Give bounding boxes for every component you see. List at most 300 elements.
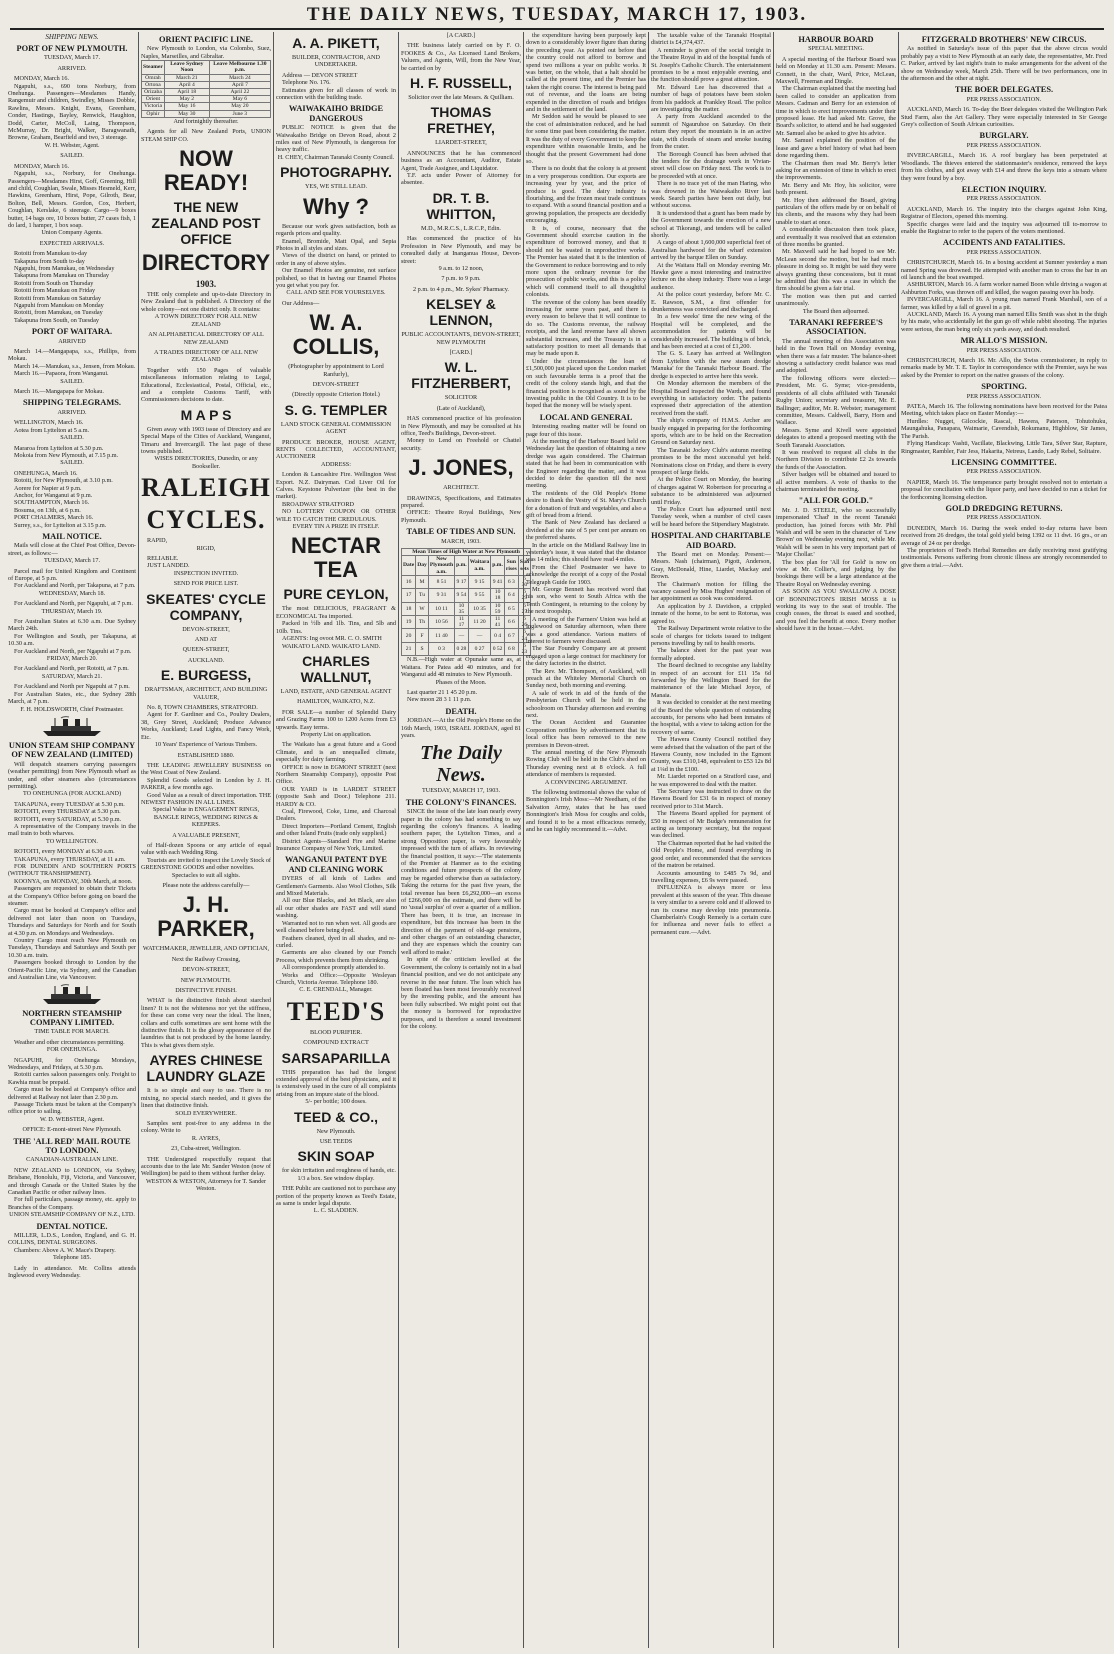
centered-line: Telephone 185. <box>52 1254 92 1262</box>
centered-line: DISTINCTIVE FINISH. <box>175 987 237 995</box>
column-4 <box>401 32 530 1648</box>
paragraph: Silver badges will be obtained and issued to all active members. A vote of thanks to the chairman terminated the meeting. <box>776 471 896 493</box>
table-cell: — <box>468 629 491 642</box>
paragraph: Bosuma, on 13th, at 6 p.m. <box>14 506 81 514</box>
paragraph: March 16.—Mangapapa for Mokau. <box>14 388 104 396</box>
table-cell: April 7 <box>209 81 270 88</box>
paragraph: Works and Office:—Opposite Wesleyan Church, Victoria Avenue. Telephone 180. <box>276 971 396 986</box>
large-display-heading: NECTAR TEA <box>290 533 382 583</box>
paragraph: London & Lancashire Fire. Wellington West Export. N.Z. Dairyman. Cod Liver Oil for Calves. Keystone Pulverizer (the best in the market). <box>276 471 396 501</box>
table-cell: 8 51 <box>428 575 454 588</box>
paragraph: MONDAY, March 16. <box>14 75 69 83</box>
paragraph: AUCKLAND, March 16. To-day the Boer delegates visited the Wellington Park Stud Farm, also the Art Gallery. They were especially interested in Sir George Grey's collection of South African curiosities. <box>901 106 1107 129</box>
table-cell: 0 4 <box>491 629 505 642</box>
paragraph: RAPID, <box>147 537 168 545</box>
table-cell: 6 6 <box>504 616 518 629</box>
table-cell: May 30 <box>164 110 209 117</box>
column-1 <box>8 32 136 1648</box>
paragraph: Direct Importers—Portland Cement, English and other Island Fruits (trade only supplied.) <box>276 822 396 838</box>
heading: 1903. <box>195 279 217 290</box>
table-cell: 9 55 <box>468 589 491 602</box>
paragraph: A reminder is given of the social tonight in the Theatre Royal in aid of the hospital funds of St. Joseph's Catholic Church. The entertainment promises to be a most enjoyable evening, and the function should prove a great attraction. <box>651 46 771 84</box>
section-heading: "ALL FOR GOLD." <box>798 496 874 506</box>
paragraph: Agent for F. Gardiner and Co., Poultry Dealers, 38, Grey Street, Auckland; Produce Advance Works, Auckland; Lead Lights, and Fancy Work, Etc. <box>141 711 271 741</box>
centered-line: Phases of the Moon. <box>435 678 487 686</box>
paragraph: Mr. J. D. STEELE, who so successfully impersonated 'Chad' in the recent Taranaki production, has joined forces with Mr. Phil Walsh and will be seen in the character of 'Lew Brown' on Wednesday evening next, while Mr. Walsh will be seen in his very important part of 'Major Chollar.' <box>776 506 896 559</box>
paragraph: Because our work gives satisfaction, both as regards prices and quality. <box>276 222 396 238</box>
column-8 <box>901 32 1107 1648</box>
centered-line: A VALUABLE PRESENT, <box>172 831 240 839</box>
paragraph: The revenue of the colony has been steadily increasing for some years past, and there is every reason to believe that it will continue to do so. The Customs revenue, the railway receipts, and the land revenue have all shown substantial increases, and the Treasury is in a satisfactory position to meet all demands that may be made upon it. <box>526 298 646 358</box>
paragraph: All correspondence promptly attended to. <box>282 964 385 972</box>
table-cell: 9 54 <box>455 589 469 602</box>
paragraph: Rotoiti from Manukau on Saturday <box>14 294 101 302</box>
paragraph: Our Address— <box>282 299 320 307</box>
column-rule <box>398 32 399 1648</box>
section-banner: SHIPPING NEWS. <box>45 33 99 41</box>
paragraph: Surrey, s.s., for Lyttelton at 3.15 p.m. <box>14 521 107 529</box>
column-rule <box>773 32 774 1648</box>
paragraph: Warranted not to run when wet. All goods are well cleaned before being dyed. <box>276 919 396 935</box>
display-heading: SKIN SOAP <box>297 1148 375 1165</box>
centered-line: A CONVINCING ARGUMENT. <box>544 778 628 786</box>
centered-line: TUESDAY, MARCH 17, 1903. <box>421 787 501 795</box>
table-cell: 0 27 <box>468 642 491 655</box>
centered-line: Union Company Agents. <box>41 229 103 237</box>
steamship-icon <box>37 984 107 1006</box>
paragraph: The Waikato has a great future and a Good Climate, and is an unequalled climate, especially for dairy farming. <box>276 741 396 764</box>
paragraph: N.B.—High water at Opunake same as, at Waitara. For Patea add 40 minutes, and for Wanganui add 48 minutes to New Plymouth. <box>401 656 521 679</box>
paragraph: Takapuna from Manukau on Thursday <box>14 272 109 280</box>
display-heading: CHARLES WALLNUT, <box>300 652 372 685</box>
section-heading: WAIWAKAIHO BRIDGE DANGEROUS <box>288 104 384 123</box>
paragraph: WAIKATO LAND. WAIKATO LAND. <box>282 642 381 650</box>
paragraph: FOR DUNEDIN AND SOUTHERN PORTS (WITHOUT TRANSHIPMENT). <box>8 863 136 878</box>
large-display-heading: W. A. COLLIS, <box>292 310 380 360</box>
steamship-icon <box>8 984 136 1006</box>
paragraph: THE Public are cautioned not to purchase any portion of the property known as Teed's Estate, as same is under legal dispute. <box>276 1185 396 1208</box>
centered-line: PER PRESS ASSOCIATION. <box>966 514 1042 522</box>
centered-line: SAILED. <box>60 459 84 467</box>
centered-line: SOLICITOR <box>444 394 478 402</box>
paragraph: for skin irritation and roughness of hands, etc. <box>282 1167 396 1175</box>
paragraph: It was decided to consider at the next meeting of the Board the whole question of outstanding accounts, for persons who had been inmates of the hospital, with a view to taking action for the recovery of same. <box>651 699 771 736</box>
centered-line: WEDNESDAY, March 18. <box>38 589 106 597</box>
paragraph: For Auckland and North, per Ngapuhi, at 7 p.m. <box>14 600 133 608</box>
table-cell: 6 8 <box>504 642 518 655</box>
section-heading: HARBOUR BOARD <box>798 35 874 44</box>
paragraph: Our Enamel Photos are genuine, not surface polished, so that in having our Enamel Photos you get what you pay for. <box>276 267 396 289</box>
paragraph: CHRISTCHURCH, March 16. Mr. Allo, the Swiss commissioner, in reply to remarks made by Mr. T. E. Taylor in correspondence with the Premier, says he was asked by the Premier to report on the native grasses of the colony. <box>901 357 1107 379</box>
paragraph: The Bank of New Zealand has declared a dividend at the rate of 5 per cent per annum on the preferred shares. <box>526 519 646 542</box>
centered-line: ARCHITECT. <box>443 484 479 492</box>
paragraph: For Auckland and North, per Ngapuhi at 7 p.m. <box>14 647 132 655</box>
paragraph: For full particulars, passage money, etc. apply to Branches of the Company. <box>8 1196 136 1211</box>
centered-line: USE TEEDS <box>319 1138 353 1145</box>
centered-line: A TRADES DIRECTORY OF ALL NEW ZEALAND <box>154 348 258 364</box>
sailing-schedule-table <box>141 60 271 118</box>
paragraph: The following officers were elected:—President, Mr. G. Syme; vice-presidents, presidents of all clubs affiliated with Taranaki Rugby Union; secretary and treasurer, Mr. E. Ballinger; auditor, Mr. R. Webster; management committee, Messrs. Caldwell, Barry, Horn and Wallace. <box>776 374 896 427</box>
centered-line: Solicitor over the late Messrs. & Quilliam. <box>408 94 514 102</box>
paragraph: AUCKLAND, March 16. The inquiry into the charges against John King, Registrar of Electors, opened this morning. <box>901 205 1107 221</box>
table-cell: 0 28 <box>455 642 469 655</box>
paragraph: As notified in Saturday's issue of this paper that the above circus would probably pay a visit to New Plymouth at an early date, the representative, Mr. Fred C. Parker, arrived by last night's train to make arrangements for the advent of the show on Wednesday week, March 25th. There will be two performances, one in the afternoon and the other at night. <box>901 45 1107 83</box>
paragraph: DUNEDIN, March 16. During the week ended to-day returns have been received from 26 dredges, the total gold yield being 1392 oz 11 dwt. 16 grs., or an average of 24 oz per dredge. <box>901 524 1107 547</box>
centered-line: ARRIVED <box>58 337 86 345</box>
paragraph: Agents for all New Zealand Ports, UNION STEAM SHIP CO. <box>141 128 271 143</box>
paragraph: Under the circumstances the loan of £1,500,000 just placed upon the London market on such favourable terms is a proof that the credit of the colony stands high, and that the financial position is recognised as sound by the investing public in the Old Country. It is to be hoped that the money will be wisely spent. <box>526 357 646 410</box>
paragraph: OFFICE is now in EGMONT STREET (next Northern Steamship Company), opposite Post Office. <box>276 763 396 786</box>
paragraph: It is so simple and easy to use. There is no mixing, no special starch needed, and it gives the linen that distinctive finish. <box>141 1087 271 1110</box>
table-cell: 6 23 <box>518 642 530 655</box>
paragraph: Cargo must be booked at Company's office and delivered at Railway not later than 2.30 p.m. <box>8 1086 136 1101</box>
table-row <box>142 74 271 81</box>
paragraph: the expenditure having been purposely kept down to a considerably lower figure than during the preceding year. As pointed out before that the country could not afford to borrow and spend two millions a year on public works. It was better, on the whole, that a halt should be called at the present time, and the Premier has taken the right course. The interest is being paid out of revenue, and the loans are being expended in the direction of roads and bridges and in the settlement of the land. <box>526 32 646 114</box>
table-row <box>402 616 531 629</box>
paragraph: PORT CHALMERS, March 16. <box>14 514 94 522</box>
paragraph: Messrs. Syme and Kivell were appointed delegates to attend a proposed meeting with the South Taranaki Association. <box>776 426 896 449</box>
paragraph: The Chairman then read Mr. Berry's letter asking for an extension of time in which to erect the improvements. <box>776 159 896 182</box>
table-cell: — <box>455 629 469 642</box>
centered-line: 5/- per bottle; 100 doses. <box>305 1098 367 1106</box>
centered-line: FRIDAY, March 20. <box>46 655 98 663</box>
section-heading: THE BOER DELEGATES. <box>954 85 1054 95</box>
paragraph: It was resolved to request all clubs in the Northern Division to contribute £2 2s towards the funds of the Association. <box>776 448 896 471</box>
paragraph: In spite of the criticism levelled at the Government, the colony is certainly not in a bad financial position, and we do not anticipate any reverse in the near future. The loan which has been floated has been most favourably received by the investing public, and the amount has been fully subscribed. We might point out that the money is borrowed for reproductive purposes, and is therefore a sound investment for the colony. <box>401 956 521 1030</box>
section-heading: ACCIDENTS AND FATALITIES. <box>942 238 1066 248</box>
table-cell: 10 18 <box>491 589 505 602</box>
ornate-heading: TEED'S <box>286 996 386 1026</box>
tides-table <box>401 548 531 656</box>
table-cell: 6 27 <box>518 602 530 615</box>
centered-line: ARRIVED. <box>57 408 87 416</box>
paragraph: Lady in attendance. Mr. Collins attends Inglewood every Wednesday. <box>8 1264 136 1280</box>
paragraph: A considerable discussion then took place, and eventually it was resolved that an extension of three months be granted. <box>776 226 896 248</box>
table-header-cell: New Plymouth a.m. <box>429 556 454 575</box>
paragraph: Rotoiti from South on Thursday <box>14 279 94 287</box>
paragraph: The residents of the Old People's Home desire to thank the Vestry of St. Mary's Church for a donation of fruit and vegetables, and also a gift of bread from a friend. <box>526 489 646 519</box>
paragraph: NAPIER, March 16. The temperance party brought resolved not to entertain a proposal for conciliation with the liquor party, and have decided to run a ticket for the forthcoming licensing election. <box>901 478 1107 501</box>
editorial-masthead: The Daily News. <box>420 742 502 787</box>
paragraph: For Australian States, etc., due Sydney 28th March, at 7 p.m. <box>8 690 136 706</box>
paragraph: Aotea from Lyttelton at 5 a.m. <box>14 426 90 434</box>
paragraph: Takapuna from South to-day <box>14 257 85 265</box>
paragraph: NEW ZEALAND to LONDON, via Sydney, Brisbane, Honolulu, Fiji, Victoria, and Vancouver, and through Canada or the United States by the Canadian Pacific or other railway lines. <box>8 1166 136 1197</box>
centered-line: 7 p.m. to 9 p.m. <box>441 275 481 283</box>
paragraph: Mr. Samuel explained the position of the lease and gave a brief history of what had been done regarding them. <box>776 137 896 160</box>
paragraph: Mr. Edward Lee has discovered that a number of bags of potatoes have been stolen from his paddock at Frankley Road. The police are investigating the matter. <box>651 83 771 114</box>
paragraph: WELLINGTON, March 16. <box>14 419 84 427</box>
paragraph: AS SOON AS YOU SWALLOW A DOSE OF BONNINGTON'S IRISH MOSS it is working its way to the seat of trouble. The cough ceases, the throat is eased and soothed, and you feel the benefit at once. Every mother should have it in the house.—Advt. <box>776 588 896 633</box>
paragraph: The box plan for 'All for Gold' is now on view at Mr. Collier's, and judging by the bookings there will be a large attendance at the Theatre Royal on Wednesday evening. <box>776 558 896 588</box>
section-heading: TARANAKI REFEREE'S ASSOCIATION. <box>789 318 883 337</box>
centered-line: BLOOD PURIFIER. <box>310 1028 362 1036</box>
centered-line: WESTON & WESTON, Attorneys for T. Sander Weston. <box>145 1177 267 1193</box>
steamship-icon <box>8 716 136 738</box>
table-cell: 6 4 <box>504 589 518 602</box>
centered-line: SAILED. <box>60 434 84 442</box>
section-heading: MR ALLO'S MISSION. <box>960 336 1048 346</box>
paragraph: At the Waitara Hall on Monday evening Mr. Hawke gave a most interesting and instructive lecture on the sheep industry. There was a large audience. <box>651 261 771 291</box>
large-display-heading: Why ? <box>303 193 369 219</box>
table-row <box>402 575 531 588</box>
paragraph: Passengers booked through to London by the Orient-Pacific Line, via Sydney, and the Canadian and Australian Line, via Vancouver. <box>8 959 136 982</box>
paragraph: At the police court yesterday, before Mr. C. E. Rawson, S.M., a first offender for drunkenness was convicted and discharged. <box>651 291 771 314</box>
centered-line: 1/3 a box. See window display. <box>297 1174 375 1182</box>
display-heading: S. G. TEMPLER <box>284 401 388 418</box>
paragraph: Mr. Liardet reported on a Stratford case, and he was empowered to deal with the matter. <box>651 773 771 788</box>
paragraph: The most DELICIOUS, FRAGRANT & ECONOMICAL Tea imported. <box>276 605 396 620</box>
paragraph: The annual meeting of the New Plymouth Rowing Club will be held in the Club's shed on Thursday evening next at 8 o'clock. A full attendance of members is requested. <box>526 749 646 779</box>
paragraph: Mararoa from Lyttelton at 5.30 p.m. <box>14 444 104 452</box>
display-heading: SARSAPARILLA <box>281 1049 391 1066</box>
section-heading: SPORTING. <box>981 382 1027 392</box>
table-header-cell: Day <box>416 556 429 576</box>
paragraph: Chambers: Above A. W. Mace's Drapery. <box>14 1246 116 1254</box>
paragraph: SOUTHAMPTON, March 16. <box>14 499 90 507</box>
paragraph: Rotoiti carries saloon passengers only. Freight to Kawhia must be prepaid. <box>8 1071 136 1086</box>
paragraph: ROTOITI, every THURSDAY at 5.30 p.m. <box>14 808 121 816</box>
table-cell: S <box>416 642 429 655</box>
centered-line: (Directly opposite Criterion Hotel.) <box>292 391 380 399</box>
centered-line: PER PRESS ASSOCIATION. <box>966 248 1042 256</box>
table-cell: F <box>416 629 429 642</box>
table-cell: April 22 <box>209 89 270 96</box>
paragraph: PRODUCE BROKER, HOUSE AGENT, RENTS COLLECTED, ACCOUNTANT, AUCTIONEER <box>276 438 396 461</box>
paragraph: Money to Lend on Freehold or Chattel security. <box>401 437 521 452</box>
paragraph: Mokoia from New Plymouth, at 7.15 p.m. <box>14 451 119 459</box>
section-heading: BURGLARY. <box>979 131 1029 141</box>
paragraph: March 14.—Mangapapa, s.s., Phillips, from Mokau. <box>8 348 136 363</box>
display-heading: A. A. PIKETT, <box>292 35 380 51</box>
paragraph: The annual meeting of this Association was held in the Town Hall on Monday evening, when there was a fair muster. The balance-sheet showing a satisfactory credit balance was read and adopted. <box>776 337 896 375</box>
table-cell: May 2 <box>164 96 209 103</box>
centered-line: (Photographer by appointment to Lord Ranfurly), <box>288 363 384 378</box>
paragraph: Splendid Goods selected in London by J. H. PARKER, a few months ago. <box>141 776 271 792</box>
table-header-cell: Sun sets <box>518 556 530 576</box>
table-cell: 10 56 <box>428 616 454 629</box>
paragraph: JORDAN.—At the Old People's Home on the 16th March, 1903, ISRAEL JORDAN, aged 81 years. <box>401 717 521 739</box>
paragraph: FOR SALE—a number of Splendid Dairy and Grazing Farms 100 to 1200 Acres from £3 upwards. Easy terms. <box>276 708 396 731</box>
display-heading: SKEATES' CYCLE COMPANY, <box>146 590 266 623</box>
table-cell: 16 <box>402 575 416 588</box>
table-row <box>142 81 271 88</box>
paragraph: Good Value as a result of direct importation. THE NEWEST FASHION IN ALL LINES. <box>141 791 271 806</box>
table-cell: 6 30 <box>518 575 530 588</box>
centered-line: TO WELLINGTON. <box>46 837 98 845</box>
table-cell: 11 20 <box>468 616 491 629</box>
table-cell: 10 35 <box>455 602 469 615</box>
section-heading: HOSPITAL AND CHARITABLE AID BOARD. <box>651 531 771 550</box>
paragraph: The Chairman explained that the meeting had been called to consider an application from Messrs. Cadman and Berry for an extension of time in which to erect improvements under their proposed lease. He had asked Mr. Grove, the Board's solicitor, to attend and he had suggested Mr. Samuel also be asked to give his advice. <box>776 85 896 137</box>
paragraph: Parcel mail for United Kingdom and Continent of Europe, at 5 p.m. <box>8 567 136 582</box>
table-row <box>402 629 531 642</box>
paragraph: New Plymouth to London, via Colombo, Suez, Naples, Marseilles, and Gibraltar. <box>141 45 271 60</box>
centered-line: Spectacles to suit all sights. <box>171 871 241 879</box>
centered-line: RIGID, <box>196 544 216 552</box>
table-cell: 11 41 <box>491 616 505 629</box>
table-header-cell: Steamer <box>142 61 165 74</box>
display-heading: AYRES CHINESE LAUNDRY GLAZE <box>146 1052 266 1085</box>
table-cell: Omrah <box>142 74 165 81</box>
centered-line: PER PRESS ASSOCIATION. <box>966 95 1042 103</box>
paragraph: The Secretary was instructed to draw on the Hawera Board for £31 6s in respect of money received prior to 31st March. <box>651 788 771 810</box>
paragraph: KOONYA, on MONDAY, 30th March, at noon. <box>14 877 133 885</box>
centered-line: AN ALPHABETICAL DIRECTORY OF ALL NEW ZEALAND <box>148 331 264 346</box>
paragraph: New moon 28 3 1 11 p.m. <box>407 696 472 704</box>
table-cell: April 18 <box>164 89 209 96</box>
paragraph: For Wellington and South, per Takapuna, at 10.30 a.m. <box>8 632 136 648</box>
table-cell: March 24 <box>209 74 270 81</box>
paragraph: Weather and other circumstances permitting. <box>14 1038 125 1046</box>
centered-line: SEND FOR PRICE LIST. <box>173 580 239 588</box>
column-6 <box>651 32 771 1648</box>
centered-line: ESTABLISHED 1880. <box>177 751 235 759</box>
paragraph: TAKAPUNA, every THURSDAY, at 11 a.m. <box>14 855 126 863</box>
table-cell: 6 3 <box>504 575 518 588</box>
paragraph: The proprietors of Teed's Herbal Remedies are daily receiving most gratifying testimonials. Persons suffering from chronic illness are strongly recommended to give them a trial.—Advt. <box>901 546 1107 569</box>
table-cell: 6 5 <box>504 602 518 615</box>
display-heading: W. L. FITZHERBERT, <box>411 359 511 392</box>
centered-line: TIME TABLE FOR MARCH. <box>34 1028 110 1036</box>
paragraph: There is no doubt that the colony is at present in a very prosperous condition. Our exports are increasing year by year, and the price of produce is good. The dairy industry is flourishing, and the frozen meat trade continues to expand. With a sound financial position and a growing population, the prospects are decidedly encouraging. <box>526 165 646 225</box>
table-cell: 20 <box>402 629 416 642</box>
section-heading: UNION STEAM SHIP COMPANY OF NEW ZEALAND (LIMITED) <box>8 740 136 760</box>
paragraph: On Monday afternoon the members of the Hospital Board inspected the Wards, and found everything in satisfactory order. The patients expressed their appreciation of the attention received from the staff. <box>651 380 771 417</box>
paragraph: OUR YARD is in LARDET STREET (opposite Sash and Door.) Telephone 211. HARDY & CO. <box>276 785 396 808</box>
paragraph: Feathers cleaned, dyed in all shades, and re-curled. <box>276 934 396 949</box>
centered-line: And fortnightly thereafter. <box>173 117 239 125</box>
paragraph: Aorere for Napier at 9 p.m. <box>14 484 82 492</box>
centered-line: SATURDAY, March 21. <box>41 672 103 680</box>
centered-line: H. CHEY, Chairman Taranaki County Council. <box>277 153 395 161</box>
centered-line: AND AT <box>194 636 218 644</box>
centered-line: PUBLIC ACCOUNTANTS, DEVON-STREET, NEW PLYMOUTH <box>401 331 521 346</box>
paragraph: Specific charges were laid and the inquiry was adjourned till to-morrow to enable the Registrar to refer to the papers of the voters mentioned. <box>901 220 1107 235</box>
table-header-cell: Leave Sydney Noon <box>164 61 209 74</box>
paragraph: Ngapuhi, from Manukau, on Wednesday <box>14 264 115 272</box>
centered-line: QUEEN-STREET, <box>182 646 230 654</box>
paragraph: ROTOITI, every SATURDAY, at 5.30 p.m. <box>14 815 122 823</box>
table-header-cell: Waitara a.m. <box>468 556 491 576</box>
section-heading: FITZGERALD BROTHERS' NEW CIRCUS. <box>921 35 1087 44</box>
section-heading: ORIENT PACIFIC LINE. <box>159 35 253 44</box>
column-2 <box>141 32 271 1648</box>
paragraph: The Hawera County Council notified they were advised that the valuation of the part of the Hawera County, now included in the Egmont County, was £310,148, equivalent to £53 12s 8d at 1¼d in the £100. <box>651 736 771 773</box>
table-cell: 19 <box>402 616 416 629</box>
centered-line: SOLD EVERYWHERE. <box>175 1109 237 1117</box>
centered-line: [A CARD.] <box>446 32 476 39</box>
section-heading: WANGANUI PATENT DYE AND CLEANING WORK <box>285 855 387 874</box>
paragraph: Rotoiti, from Manukau, on Tuesday <box>14 309 103 317</box>
paragraph: Mr. Maxwell said he had hoped to see Mr. McLean second the motion, but he had much pleasure in doing so. It might be said they were always granting these concessions, but it must be admitted that this was a case in which the firm should be given a fair trial. <box>776 248 896 293</box>
paragraph: THIS preparation has had the longest extended approval of the best physicians, and it is extensively used in the cure of all complaints arising from an impure state of the blood. <box>276 1068 396 1098</box>
paragraph: In a few weeks' time the new wing of the Hospital will be completed, and the accommodation for patients will be considerably increased. The building is of brick, and has been erected at a cost of £1,200. <box>651 313 771 351</box>
display-heading: KELSEY & LENNON, <box>426 296 496 329</box>
centered-line: OFFICE: E-mont-street New Plymouth. <box>22 1126 122 1134</box>
table-cell: 0 3 <box>428 642 454 655</box>
paragraph: THE LEADING JEWELLERY BUSINESS on the West Coast of New Zealand. <box>141 761 271 777</box>
centered-line: W. D. WEBSTER, Agent. <box>39 1115 105 1123</box>
centered-line: M.D., M.R.C.S., L.R.C.P., Edin. <box>421 224 501 232</box>
table-cell: 9 17 <box>455 575 469 588</box>
section-heading: THE 'ALL RED' MAIL ROUTE TO LONDON. <box>13 1136 131 1155</box>
section-heading: PORT OF NEW PLYMOUTH. <box>16 44 128 53</box>
column-rule <box>523 32 524 1648</box>
paragraph: Passengers are requested to obtain their Tickets at the Company's Office before going on board the steamer. <box>8 885 136 908</box>
paragraph: The G. S. Leary has arrived at Wellington from Lyttelton with the new steam dredge 'Manuka' for the Taranaki Harbour Board. The dredge is expected to arrive here this week. <box>651 350 771 380</box>
paragraph: The Board met on Monday. Present:—Messrs. Nash (chairman), Pigott, Anderson, Gray, McDonald, Hine, Liardet, Mackay and Brown. <box>651 551 771 581</box>
paragraph: Rotoiti, for New Plymouth, at 3.10 p.m. <box>14 477 113 485</box>
centered-line: PER PRESS ASSOCIATION. <box>966 195 1042 203</box>
paragraph: The balance sheet for the past year was formally adopted. <box>651 647 771 662</box>
table-cell: 11 17 <box>455 616 469 629</box>
paragraph: Rotoiti from Manukau to-day <box>14 250 88 258</box>
paragraph: INVERCARGILL, March 16. A roof burglary has been perpetrated at Woodlands. The thieves entered the stationmaster's residence, removed the keys from his clothes, and got away with £14 and threw the keys into a stream where they were found by a boy. <box>901 152 1107 182</box>
paragraph: The Police Court has adjourned until next Tuesday week, when a number of civil cases will be heard before the Stipendiary Magistrate. <box>651 506 771 528</box>
column-rule <box>648 32 649 1648</box>
paragraph: The Rev. Mr. Thompson, of Auckland, will preach at the Whiteley Memorial Church on Sunday next, both morning and evening. <box>526 667 646 690</box>
column-rule <box>898 32 899 1648</box>
centered-line: PER PRESS ASSOCIATION. <box>966 468 1042 476</box>
centered-line: YES, WE STILL LEAD. <box>304 183 368 191</box>
table-cell: M <box>416 575 429 588</box>
centered-line: 10 Years' Experience of Various Timbers. <box>154 741 258 749</box>
paragraph: The ship's company of H.M.S. Archer are busily engaged in preparing for the forthcoming sports, which are to be held on the Recreation Ground on Saturday next. <box>651 417 771 447</box>
paragraph: THE only complete and up-to-date Directory in New Zealand that is published. A Directory of the whole colony—not one district only. It contains: <box>141 291 271 313</box>
paragraph: For Auckland and North, per Takapuna, at 7 p.m. <box>14 582 136 590</box>
paragraph: A special meeting of the Harbour Board was held on Monday at 11.30 a.m. Present: Messrs. Connett, in the chair, Ward, Price, McLean, Maxwell, Freeman and Dingle. <box>776 55 896 86</box>
paragraph: INVERCARGILL, March 16. A young man named Frank Marshall, son of a farmer, was killed by a fall of gravel in a pit. <box>901 296 1107 311</box>
centered-line: F. H. HOLDSWORTH, Chief Postmaster. <box>20 705 124 713</box>
centered-line: MARCH, 1903. <box>441 537 481 545</box>
section-heading: DENTAL NOTICE. <box>36 1221 108 1231</box>
table-cell: 10 59 <box>491 602 505 615</box>
paragraph: Has commenced the practice of his Profession in New Plymouth, and may be consulted daily at Inanganua House, Devon-street: <box>401 235 521 265</box>
table-cell: Tu <box>416 589 429 602</box>
centered-line: CANADIAN-AUSTRALIAN LINE. <box>26 1156 118 1164</box>
paragraph: The following testimonial shows the value of Bonnington's Irish Moss:—Mr Needham, of the Salvation Army, states that he has used Bonnington's Irish Moss for coughs and colds, and found it to be a most efficacious remedy, and he can highly recommend it.—Advt. <box>526 789 646 834</box>
column-5 <box>526 32 646 1648</box>
display-heading: THOMAS FRETHEY, <box>427 104 495 137</box>
centered-line: L. C. SLADDEN. <box>313 1207 359 1215</box>
paragraph: ROTOITI, every MONDAY at 6.30 a.m. <box>14 848 115 856</box>
centered-line: W. H. Webster, Agent. <box>44 141 100 149</box>
section-heading: SHIPPING TELEGRAMS. <box>22 398 122 408</box>
table-cell: Ophir <box>142 110 165 117</box>
centered-line: DEVON-STREET, <box>182 625 230 633</box>
paragraph: OFFICE: Theatre Royal Buildings, New Plymouth. <box>401 509 521 524</box>
large-display-heading: DIRECTORY <box>141 250 271 276</box>
centered-line: COMPOUND EXTRACT <box>303 1039 369 1047</box>
centered-line: FOR ONEHUNGA. <box>46 1046 98 1054</box>
centered-line: UNION STEAMSHIP COMPANY OF N.Z., LTD. <box>9 1211 135 1219</box>
paragraph: DRAWINGS, Specifications, and Estimates prepared. <box>401 494 521 509</box>
centered-line: C. E. CRENDALL, Manager. <box>299 986 373 994</box>
table-cell: Ortona <box>142 81 165 88</box>
centered-line: SAILED. <box>60 152 84 160</box>
centered-line: PER PRESS ASSOCIATION. <box>966 392 1042 400</box>
paragraph: Enamel, Bromide, Matt Opal, and Sepia Photos in all styles and sizes. <box>276 237 396 252</box>
table-row <box>142 103 271 110</box>
paragraph: No. 8, TOWN CHAMBERS, STRATFORD. <box>147 704 258 712</box>
table-cell: 6 24 <box>518 629 530 642</box>
paragraph: In the article on the Midland Railway line in yesterday's issue, it was stated that the distance was 14 miles; this should have read 4 miles. <box>526 541 646 564</box>
paragraph: The taxable value of the Taranaki Hospital district is £4,374,437. <box>651 32 771 47</box>
paragraph: The motion was then put and carried unanimously. <box>776 292 896 308</box>
paragraph: Samples sent post-free to any address in the colony. Write to <box>141 1119 271 1135</box>
masthead <box>10 2 1104 30</box>
